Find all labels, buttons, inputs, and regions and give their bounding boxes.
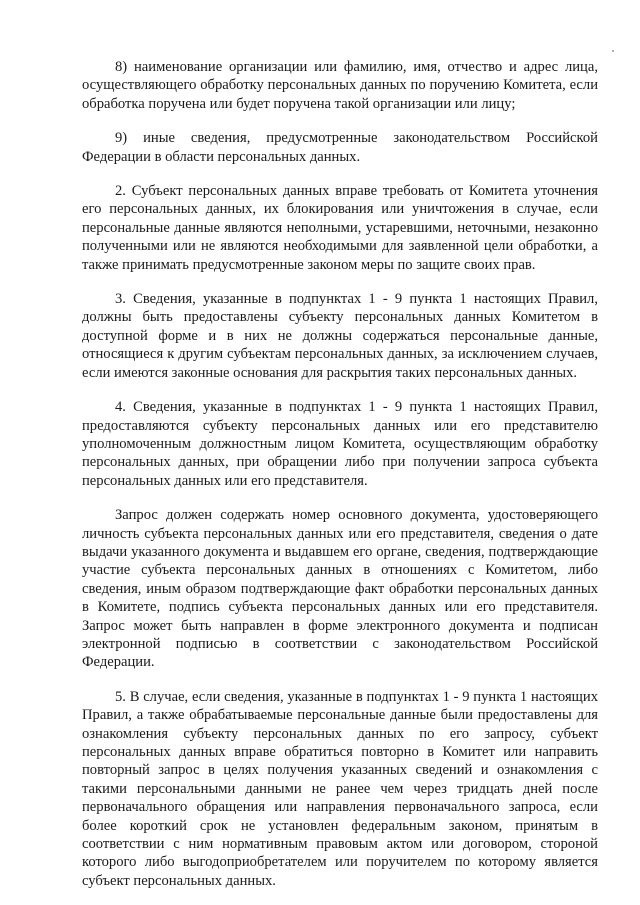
paragraph-clause-5: 5. В случае, если сведения, указанные в подпунктах 1 - 9 пункта 1 настоящих Правил, а также обрабатываемые персональные данные были предоставлены для ознакомления субъекту персональных данных по его запросу, субъект персональных данных вправе обратиться повторно в Комитет или направить повторный запрос в целях получения указанных сведений и ознакомления с такими персональными данными не ранее чем через тридцать дней после первоначального обращения или направления первоначального запроса, если более короткий срок не установлен федеральным законом, принятым в соответствии с ним нормативным правовым актом или договором, стороной которого либо выгодоприобретателем или поручителем по которому является субъект персональных данных. <box>82 688 598 889</box>
document-page <box>82 58 598 890</box>
paragraph-clause-3: 3. Сведения, указанные в подпунктах 1 - 9 пункта 1 настоящих Правил, должны быть предоставлены субъекту персональных данных Комитетом в доступной форме и в них не должны содержаться персональные данные, относящиеся к другим субъектам персональных данных, за исключением случаев, если имеются законные основания для раскрытия таких персональных данных. <box>82 291 598 381</box>
paragraph-item-8: 8) наименование организации или фамилию, имя, отчество и адрес лица, осуществляющего обработку персональных данных по поручению Комитета, если обработка поручена или будет поручена такой организации или лицу; <box>82 59 598 112</box>
paragraph-item-9: 9) иные сведения, предусмотренные законодательством Российской Федерации в области персональных данных. <box>82 130 598 165</box>
paragraph-clause-2: 2. Субъект персональных данных вправе требовать от Комитета уточнения его персональных данных, их блокирования или уничтожения в случае, если персональные данные являются неполными, устаревшими, неточными, незаконно полученными или не являются необходимыми для заявленной цели обработки, а также принимать предусмотренные законом меры по защите своих прав. <box>82 183 598 273</box>
paragraph-clause-4: 4. Сведения, указанные в подпунктах 1 - 9 пункта 1 настоящих Правил, предоставляются субъекту персональных данных или его представителю уполномоченным должностным лицом Комитета, осуществляющим обработку персональных данных, при обращении либо при получении запроса субъекта персональных данных или его представителя. <box>82 399 598 489</box>
scan-speck <box>612 50 614 52</box>
paragraph-request-requirements: Запрос должен содержать номер основного документа, удостоверяющего личность субъекта персональных данных или его представителя, сведения о дате выдачи указанного документа и выдавшем его органе, сведения, подтверждающие участие субъекта персональных данных в отношениях с Комитетом, либо сведения, иным образом подтверждающие факт обработки персональных данных в Комитете, подпись субъекта персональных данных или его представителя. Запрос может быть направлен в форме электронного документа и подписан электронной подписью в соответствии с законодательством Российской Федерации. <box>82 507 598 671</box>
